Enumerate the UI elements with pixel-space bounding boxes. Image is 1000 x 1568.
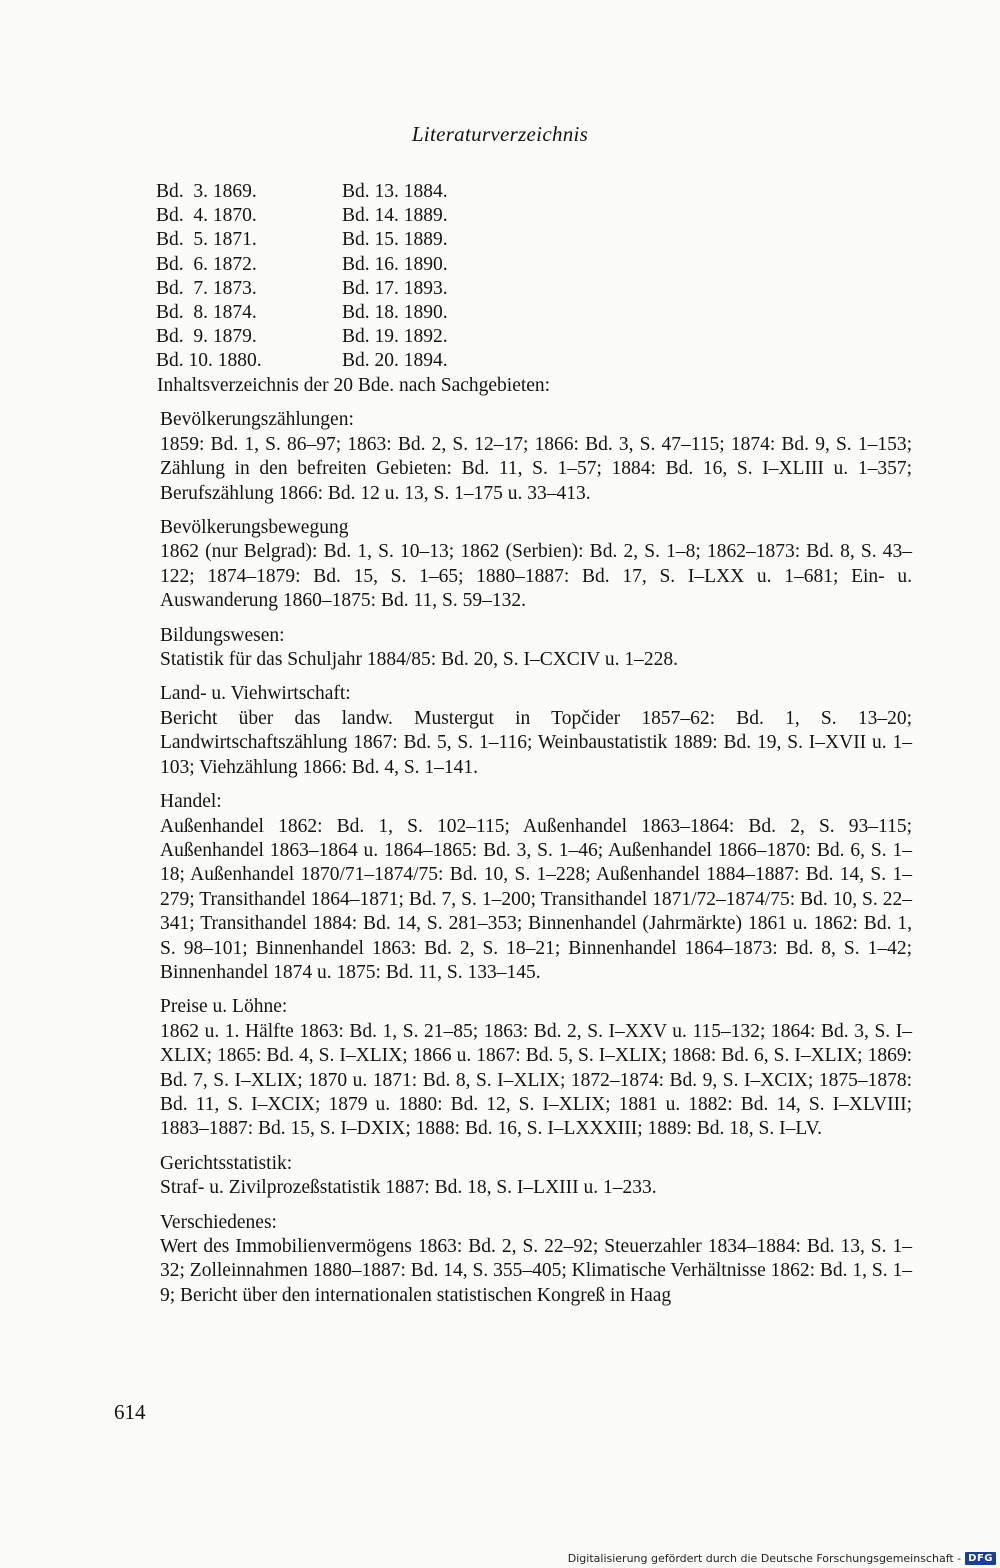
volume-entry: Bd. 14. 1889. xyxy=(342,205,448,227)
volume-entry: Bd. 20. 1894. xyxy=(342,350,448,372)
section-bevoelkerungsbewegung xyxy=(160,516,912,614)
toc-intro-line: Inhaltsverzeichnis der 20 Bde. nach Sachgebieten: xyxy=(157,375,551,396)
volume-entry: Bd. 10. 1880. xyxy=(156,350,262,372)
volume-row xyxy=(156,204,528,228)
volume-entry: Bd. 6. 1872. xyxy=(156,253,257,275)
volume-row xyxy=(156,301,528,325)
volume-row xyxy=(156,253,528,277)
section-heading: Handel: xyxy=(160,791,222,813)
volume-entry: Bd. 15. 1889. xyxy=(342,229,448,251)
volume-row xyxy=(156,349,528,373)
volume-entry: Bd. 17. 1893. xyxy=(342,277,448,299)
section-gerichtsstatistik xyxy=(160,1152,912,1201)
volume-entry: Bd. 7. 1873. xyxy=(156,277,257,299)
volume-entry: Bd. 18. 1890. xyxy=(342,301,448,323)
section-verschiedenes xyxy=(160,1211,912,1309)
section-preise-loehne xyxy=(160,995,912,1141)
section-body: Außenhandel 1862: Bd. 1, S. 102–115; Außenhandel 1863–1864: Bd. 2, S. 93–115; Außenhandel 1863–1864 u. 1864–1865: Bd. 3, S. 1–46; Außenhandel 1866–1870: Bd. 6, S. 1–18; Außenhandel 1870/71–1874/75: Bd. 10, S. 1–228; Außenhandel 1884–1887: Bd. 14, S. 1–279; Transithandel 1864–1871; Bd. 7, S. 1–200; Transithandel 1871/72–1874/75: Bd. 10, S. 22–341; Transithandel 1884: Bd. 14, S. 281–353; Binnenhandel (Jahrmärkte) 1861 u. 1862: Bd. 1, S. 98–101; Binnenhandel 1863: Bd. 2, S. 18–21; Binnenhandel 1864–1873: Bd. 8, S. 1–42; Binnenhandel 1874 u. 1875: Bd. 11, S. 133–145. xyxy=(160,815,912,983)
section-body: Bericht über das landw. Mustergut in Topčider 1857–62: Bd. 1, S. 13–20; Landwirtschaftszählung 1867: Bd. 5, S. 1–116; Weinbaustatistik 1889: Bd. 19, S. I–XVII u. 1–103; Viehzählung 1866: Bd. 4, S. 1–141. xyxy=(160,707,912,778)
volume-entry: Bd. 8. 1874. xyxy=(156,301,257,323)
section-heading: Bildungswesen: xyxy=(160,624,285,646)
section-bevoelkerungszaehlungen xyxy=(160,408,912,506)
dfg-logo: DFG xyxy=(965,1552,996,1565)
section-heading: Verschiedenes: xyxy=(160,1211,277,1233)
section-body: 1862 (nur Belgrad): Bd. 1, S. 10–13; 1862 (Serbien): Bd. 2, S. 1–8; 1862–1873: Bd. 8, S. 43–122; 1874–1879: Bd. 15, S. 1–65; 1880–1887: Bd. 17, S. I–LXX u. 1–681; Ein- u. Auswanderung 1860–1875: Bd. 11, S. 59–132. xyxy=(160,541,912,612)
section-body: Straf- u. Zivilprozeßstatistik 1887: Bd. 18, S. I–LXIII u. 1–233. xyxy=(160,1177,657,1199)
section-heading: Land- u. Viehwirtschaft: xyxy=(160,683,351,705)
running-header: Literaturverzeichnis xyxy=(411,122,589,146)
section-land-viehwirtschaft xyxy=(160,682,912,780)
section-heading: Bevölkerungsbewegung xyxy=(160,517,349,539)
footer-text: Digitalisierung gefördert durch die Deutsche Forschungsgemeinschaft - xyxy=(567,1552,962,1565)
main-content xyxy=(157,374,912,1308)
section-bildungswesen xyxy=(160,624,912,673)
section-body: 1859: Bd. 1, S. 86–97; 1863: Bd. 2, S. 12–17; 1866: Bd. 3, S. 47–115; 1874: Bd. 9, S. 1–153; Zählung in den befreiten Gebieten: Bd. 11, S. 1–57; 1884: Bd. 16, S. I–XLIII u. 1–357; Berufszählung 1866: Bd. 12 u. 13, S. 1–175 u. 33–413. xyxy=(160,433,912,504)
page-number: 614 xyxy=(114,1400,146,1424)
volume-row xyxy=(156,325,528,349)
section-heading: Gerichtsstatistik: xyxy=(160,1152,293,1174)
volume-entry: Bd. 3. 1869. xyxy=(156,181,257,202)
volume-entry: Bd. 4. 1870. xyxy=(156,205,257,227)
digitization-footer xyxy=(568,1552,996,1565)
section-body: 1862 u. 1. Hälfte 1863: Bd. 1, S. 21–85; 1863: Bd. 2, S. I–XXV u. 115–132; 1864: Bd. 3, S. I–XLIX; 1865: Bd. 4, S. I–XLIX; 1866 u. 1867: Bd. 5, S. I–XLIX; 1868: Bd. 6, S. I–XLIX; 1869: Bd. 7, S. I–XLIX; 1870 u. 1871: Bd. 8, S. I–XLIX; 1872–1874: Bd. 9, S. I–XCIX; 1875–1878: Bd. 11, S. I–XCIX; 1879 u. 1880: Bd. 12, S. I–XLIX; 1881 u. 1882: Bd. 14, S. I–XLVIII; 1883–1887: Bd. 15, S. I–DXIX; 1888: Bd. 16, S. I–LXXXIII; 1889: Bd. 18, S. I–LV. xyxy=(160,1020,912,1140)
volume-list xyxy=(156,180,528,374)
volume-row xyxy=(156,228,528,252)
volume-entry: Bd. 16. 1890. xyxy=(342,253,448,275)
section-body: Statistik für das Schuljahr 1884/85: Bd. 20, S. I–CXCIV u. 1–228. xyxy=(160,649,679,671)
volume-entry: Bd. 9. 1879. xyxy=(156,326,257,348)
volume-row xyxy=(156,180,528,204)
volume-row xyxy=(156,277,528,301)
section-heading: Bevölkerungszählungen: xyxy=(160,409,354,431)
section-body: Wert des Immobilienvermögens 1863: Bd. 2, S. 22–92; Steuerzahler 1834–1884: Bd. 13, S. 1–32; Zolleinnahmen 1880–1887: Bd. 14, S. 355–405; Klimatische Verhältnisse 1862: Bd. 1, S. 1–9; Bericht über den internationalen statistischen Kongreß in Haag xyxy=(160,1236,912,1306)
section-heading: Preise u. Löhne: xyxy=(160,996,288,1018)
volume-entry: Bd. 19. 1892. xyxy=(342,326,448,348)
volume-entry: Bd. 13. 1884. xyxy=(342,181,448,202)
section-handel xyxy=(160,790,912,985)
volume-entry: Bd. 5. 1871. xyxy=(156,229,257,251)
